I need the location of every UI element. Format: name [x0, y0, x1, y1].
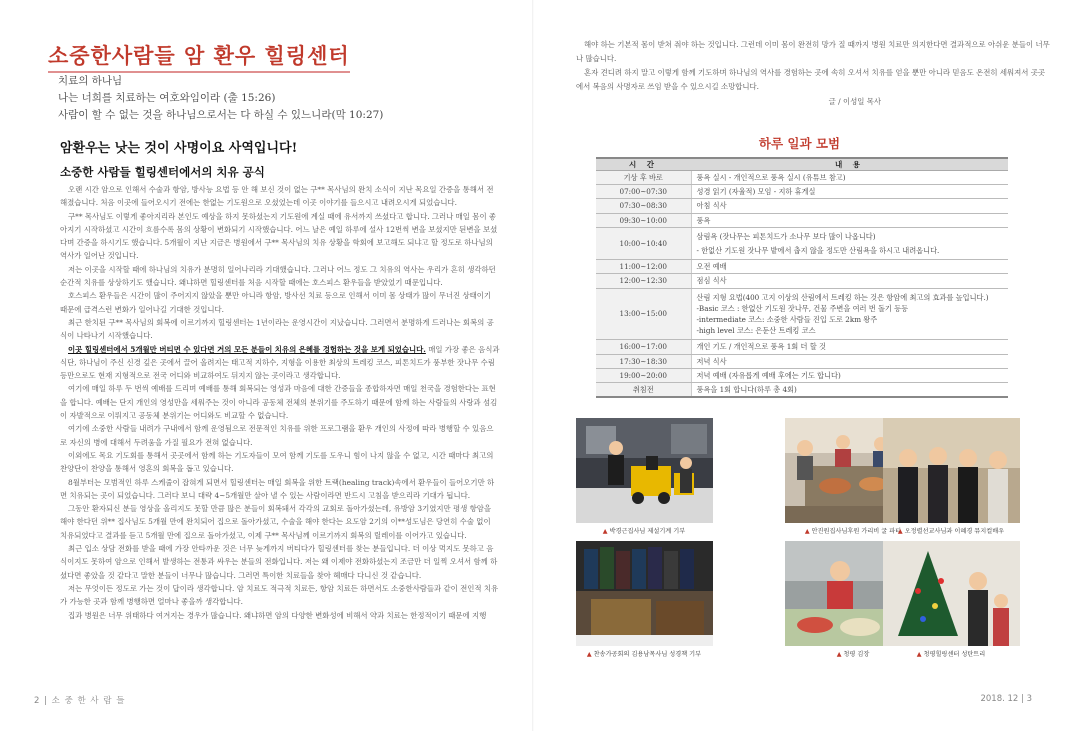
paragraph [60, 343, 500, 383]
content-line: -high level 코스: 은둔산 트레킹 코스 [696, 326, 816, 336]
content-cell [691, 171, 1008, 185]
content-line: - 한없산 기도원 잣나무 밭에서 춥지 않을 정도만 산림욕을 하시고 내려옵니다. [696, 246, 940, 256]
content-line: 점심 식사 [696, 276, 727, 286]
table-row [596, 288, 1008, 340]
table-row [596, 354, 1008, 368]
table-row [596, 227, 1008, 259]
article-continuation [576, 38, 1051, 109]
paragraph: 여기에 매일 하루 두 번씩 예배를 드리며 예배를 통해 회복되는 영성과 마음에 대한 간증들을 종합하자면 매일 천국을 경험한다는 표현을 합니다. 예배는 단지 개인의 영성만을 세워주는 것이 아니라 공동체 전체의 분위기를 주도하기 때문에 함께 하는 사람들의 사랑과 섬김이 자발적으로 이뤄지고 공동체 분위기는 어디와도 비교할 수 없습니다. [60, 384, 498, 421]
time-cell: 19:00~20:00 [596, 368, 691, 382]
table-row [596, 274, 1008, 288]
page-footer-left: 2 | 소 중 한 사 람 들 [34, 696, 126, 706]
table-row [596, 368, 1008, 382]
time-cell: 기상 후 바로 [596, 171, 691, 185]
paragraph: 그동안 환자되신 분들 영상을 올리지도 못할 만큼 많은 분들이 회복돼서 각각의 교회로 돌아가셨는데, 유방암 3기였지만 평생 항암을 해야 한다던 위** 집사님도 5개월 만에 완치되어 집으로 돌아가셨고, 수술을 해야 한다는 요도암 2기의 이**성도님은 당연히 수술 없이 치유되었다고 결과를 듣고 5개월 만에 집으로 돌아가셨고, 이제 구** 목사님께 이르기까지 회복의 릴레이를 이어가고 있습니다. [60, 504, 492, 540]
content-cell [691, 288, 1008, 340]
content-cell [691, 199, 1008, 213]
content-line: 삼림욕 (잣나무는 피톤치드가 소나무 보다 많이 나옵니다) [696, 231, 876, 241]
article-headline: 암환우는 낫는 것이 사명이요 사역입니다! [60, 141, 298, 156]
table-row [596, 383, 1008, 398]
right-page [533, 0, 1066, 731]
column-header-time: 시 간 [596, 158, 691, 171]
table-row [596, 213, 1008, 227]
content-line: 오전 예배 [696, 262, 727, 272]
schedule-table [596, 157, 1008, 398]
time-cell: 10:00~10:40 [596, 227, 691, 259]
page-title [48, 40, 350, 70]
content-line: 개인 기도 / 개인적으로 풍욕 1회 더 할 것 [696, 342, 826, 352]
photo-caption: ▲ 오정렬선교사님과 이혜경 뮤지컬배우 [876, 526, 1026, 535]
page-title-text: 소중한사람들 암 환우 힐링센터 [48, 44, 350, 68]
scripture-line: 나는 너희를 치료하는 여호와임이라 (출 15:26) [58, 92, 276, 104]
paragraph: 혼자 견디려 하지 말고 이렇게 함께 기도하며 하나님의 역사를 경험하는 곳에 속히 오셔서 치유를 얻을 뿐만 아니라 믿음도 온전히 세워져서 곳곳에서 복음의 사명자로 쓰임 받을 수 있으시길 소망합니다. [576, 68, 1046, 91]
content-line: 저녁 식사 [696, 356, 727, 366]
content-line: 풍욕을 1회 합니다(하루 총 4회) [696, 385, 797, 395]
paragraph: 이외에도 목요 기도회를 통해서 곳곳에서 함께 하는 기도자들이 모여 함께 기도를 도우니 힘이 나지 않을 수 없고, 시간 때마다 최고의 찬양단이 찬양을 통해서 영혼의 회복을 돕고 있습니다. [60, 450, 494, 474]
content-line: 풍욕 실시 - 개인적으로 풍욕 실시 (유튜브 참고) [696, 173, 846, 182]
paragraph: 여기에 소중한 사람들 내려가 구내에서 함께 운영됨으로 전문적인 치유를 위한 프로그램을 환우 개인의 사정에 따라 병행할 수 있음으로 자신의 병에 대해서 두려움을 가질 필요가 전혀 없습니다. [60, 424, 494, 447]
content-line: -intermediate 코스: 소중한 사람들 진입 도로 2km 왕주 [696, 315, 878, 325]
content-line: -Basic 코스 : 한없산 기도원 잣나무, 건물 주변을 여러 번 돌기 등등 [696, 303, 909, 313]
paragraph: 8월부터는 모범적인 하루 스케줄이 잡혀게 되면서 힐링센터는 매일 회복을 위한 트랙(healing track)속에서 환우들이 들어오기만 하면 치유되는 곳이 되었습니다. 그러다 보니 대략 4~5개월만 살아 낼 수 있는 사람이라면 반드시 고침을 받으리라 기대가 됩니다. [60, 477, 495, 500]
time-cell: 12:00~12:30 [596, 274, 691, 288]
time-cell: 07:00~07:30 [596, 185, 691, 199]
content-cell [691, 354, 1008, 368]
table-row [596, 340, 1008, 354]
paragraph: 호스피스 환우들은 시간이 많이 주어지지 않았을 뿐만 아니라 항암, 방사선 치료 등으로 인해서 이미 몸 상태가 많이 무너진 상태이기 때문에 급격스런 변화가 일어나길 기대한 것입니다. [60, 291, 492, 314]
content-cell [691, 213, 1008, 227]
paragraph: 최근 한치된 구** 목사님의 회복에 이르기까지 힐링센터는 1년이라는 운영시간이 지났습니다. 그러면서 분명하게 드러나는 회복의 공식이 나타나기 시작했습니다. [60, 317, 494, 341]
photo-caption: ▲ 청평힐링센터 성탄트리 [876, 649, 1026, 658]
schedule-title: 하루 일과 모범 [758, 136, 841, 151]
photo-christmas-tree [883, 541, 1020, 646]
author-signature: 글 / 이성일 목사 [828, 97, 881, 106]
photo-caption: ▲ 박경근집사님 제설기계 기부 [569, 526, 719, 535]
content-cell [691, 340, 1008, 354]
paragraph: 오랜 시간 암으로 인해서 수술과 항암, 방사능 요법 등 안 해 보신 것이 없는 구** 목사님의 완치 소식이 지난 목요일 간증을 통해서 전해졌습니다. 처음 이곳에 들어오시기 전에는 한없는 기도원으로 오셨었는데 이곳 이야기를 들으시고 내려오시게 되었습니다. [60, 185, 494, 208]
content-cell [691, 185, 1008, 199]
time-cell: 16:00~17:00 [596, 340, 691, 354]
paragraph: 최근 입소 상담 전화를 받을 때에 가장 안타까운 것은 너무 늦게까지 버티다가 힐링센터를 찾는 분들입니다. 더 이상 먹지도 못하고 음식이지도 못하여 암으로 인해서 발생하는 전통과 싸우는 분들의 전화입니다. 저는 왜 이제야 전화하셨는지 조금만 더 일찍 오셔서 함께 하셨다면 좋았을 것 같다고 말한 분들이 너무나 많습니다. 그러면 특이한 치료들을 찾아 헤매다 다니신 것 같습니다. [60, 544, 498, 580]
scripture-line: 사람이 할 수 없는 것을 하나님으로서는 다 하실 수 있느니라(막 10:27) [58, 109, 384, 121]
content-line: 풍욕 [696, 215, 711, 225]
photo-missionary-musical [883, 418, 1020, 523]
content-line: 저녁 예배 (자유롭게 예배 후에는 기도 합니다) [696, 370, 841, 380]
time-cell: 07:30~08:30 [596, 199, 691, 213]
highlight-continuation: 매일 가장 좋은 음식과 식단, 하나님이 주신 신경 깊은 곳에서 끌어 올려지는 태고적 지하수, 지형을 이용한 최상의 트레킹 코스, 피톤치드가 풍부한 잣나무 수림 등만으로도 현재 지형적으로 전국 어디와 비교하여도 뒤지지 않는 곳이라고 생각합니다. [60, 344, 500, 381]
section-title: 소중한 사람들 힐링센터에서의 치유 공식 [60, 165, 265, 179]
content-cell [691, 274, 1008, 288]
article-body [60, 183, 500, 622]
scripture-block [58, 73, 383, 124]
paragraph: 저는 무엇이든 정도로 가는 것이 답이라 생각합니다. 암 치료도 적극적 치료든, 항암 치료든 하면서도 소중한사람들과 같이 전인적 치유가 가능한 곳과 함께 병행하면 얼마나 좋을까 생각합니다. [60, 583, 499, 607]
photo-bible-donation [576, 541, 713, 646]
content-cell [691, 260, 1008, 274]
paragraph: 저는 이곳을 시작할 때에 하나님의 치유가 분명히 일어나리라 기대했습니다. 그러나 어느 정도 그 치유의 역사는 우리가 흔히 생각하던 순간적 치유를 상상하기도 했습니다. 왜냐하면 힐링센터를 처음 시작할 때에는 호스피스 환우들을 받았었기 때문입니다. [60, 264, 496, 288]
photo-caption: ▲ 청평 김장 [778, 649, 928, 658]
content-cell [691, 383, 1008, 398]
time-cell: 09:30~10:00 [596, 213, 691, 227]
content-line: 성경 읽기 (자율적) 모임 - 지하 휴게실 [696, 187, 816, 197]
content-cell [691, 368, 1008, 382]
schedule-header-row [596, 158, 1008, 171]
content-cell [691, 227, 1008, 259]
paragraph: 해야 하는 기본적 몸이 받쳐 줘야 하는 것입니다. 그런데 이미 몸이 완전히 망가 질 때까지 병원 치료만 의지한다면 결과적으로 아쉬운 분들이 너무나 많습니다. [576, 40, 1050, 63]
photo-caption: ▲ 찬송가공회의 김용남목사님 성경책 기부 [569, 649, 719, 658]
table-row [596, 199, 1008, 213]
time-cell: 17:30~18:30 [596, 354, 691, 368]
time-cell: 13:00~15:00 [596, 288, 691, 340]
photo-snow-blower-donation [576, 418, 713, 523]
photo-caption: ▲ 안진원집사님후원 가리비 굴 파티 [778, 526, 928, 535]
table-row [596, 260, 1008, 274]
page-footer-right: 2018. 12 | 3 [980, 694, 1032, 704]
table-row [596, 185, 1008, 199]
column-header-content: 내 용 [691, 158, 1008, 171]
paragraph: 구** 목사님도 이렇게 좋아지리라 본인도 예상을 하지 못하셨는지 기도원에 계실 때에 유서까지 쓰셨다고 합니다. 그러나 매일 몸이 좋아지기 시작하셨고 시간이 흐름수록 몸의 상황이 변화되기 시작했습니다. 어느 날은 예일 하루에 설사 12번씩 변을 보셨지만 된변을 보셨다며 간증을 하시기도 했습니다. 5개월이 지난 지금은 병원에서 구** 목사님의 치유 상황을 학회에 보고해도 되냐고 할 정도로 하나님의 역사가 일어난 것입니다. [60, 211, 498, 261]
content-line: 아침 식사 [696, 201, 727, 211]
table-row [596, 171, 1008, 185]
paragraph: 집과 병원은 너무 위태하다 여겨지는 경우가 많습니다. 왜냐하면 암의 다양한 변화성에 비해서 약과 치료는 한정적이기 때문에 지행 [68, 610, 487, 620]
time-cell: 취침전 [596, 383, 691, 398]
content-line: 산림 지형 요법(400 고지 이상의 산림에서 트레킹 하는 것은 항암에 최고의 효과를 높입니다.) [696, 292, 989, 302]
scripture-line: 치료의 하나님 [58, 75, 123, 87]
highlighted-sentence: 이곳 힐링센터에서 5개월만 버티면 수 있다면 거의 모든 분들이 치유의 은혜를 경험하는 것을 보게 되었습니다. [68, 344, 426, 354]
time-cell: 11:00~12:00 [596, 260, 691, 274]
